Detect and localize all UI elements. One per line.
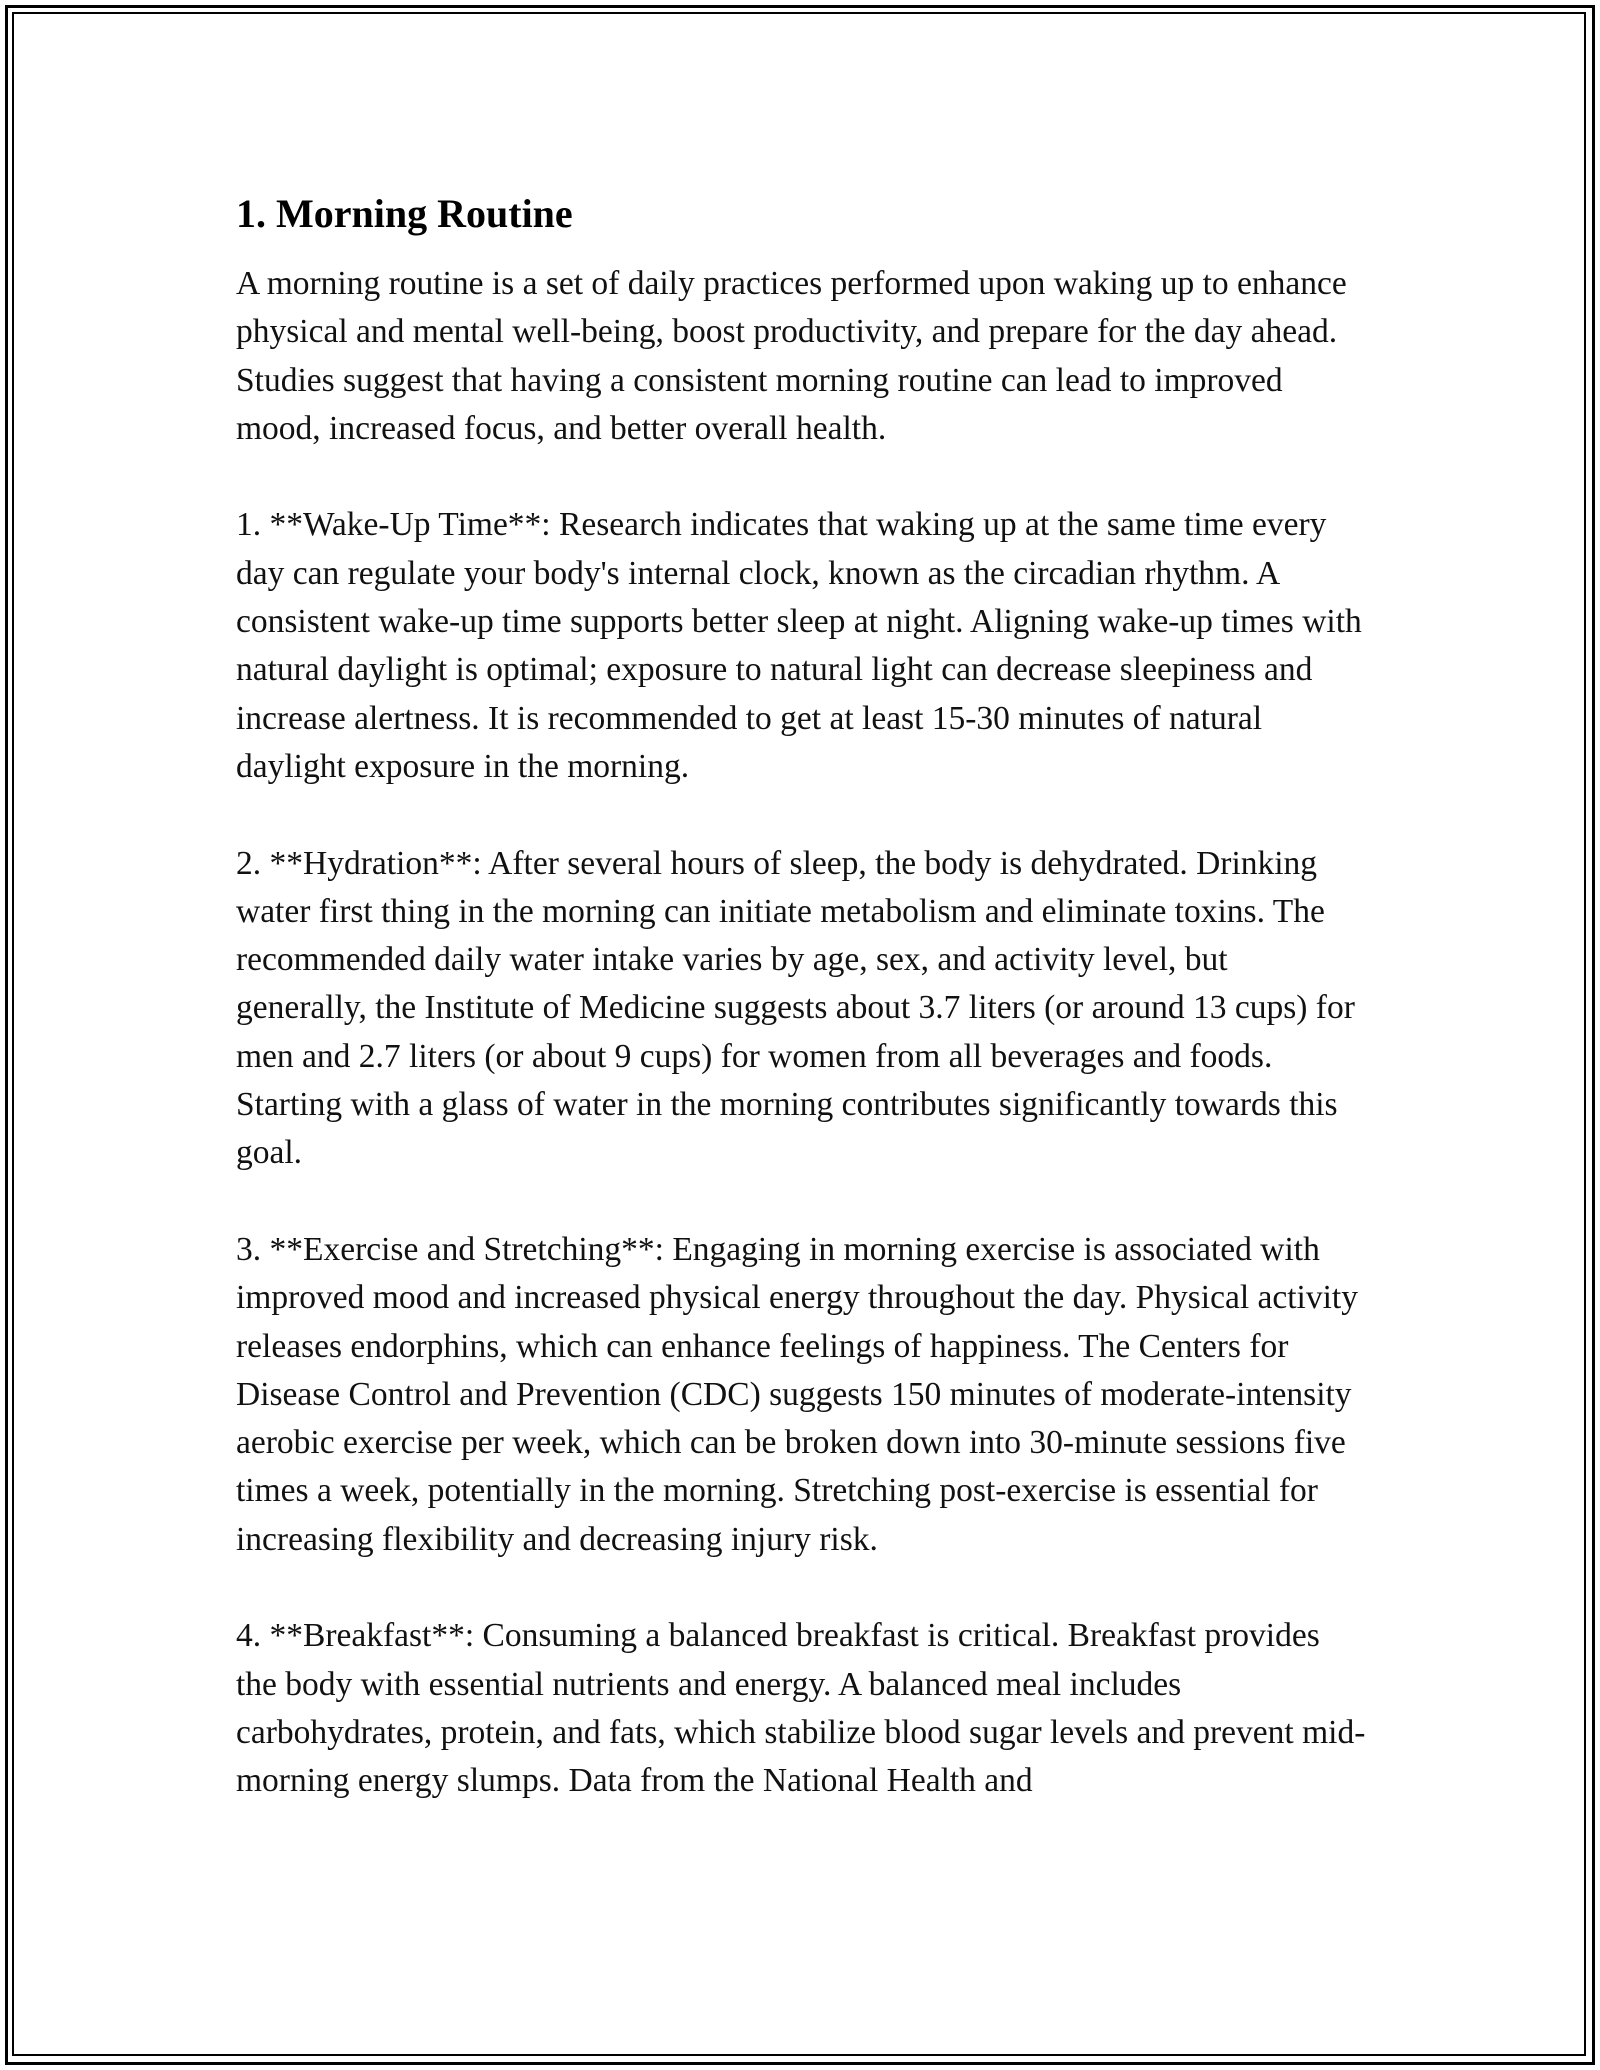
breakfast-paragraph: 4. **Breakfast**: Consuming a balanced breakfast is critical. Breakfast provides the body with essential nutrients and energy. A balanced meal includes carbohydrates, protein, and fats, which stabilize blood sugar levels and prevent mid-morning energy slumps. Data from the National Health and [236,1617,1366,1800]
section-heading: 1. Morning Routine [236,191,573,236]
exercise-stretching-paragraph: 3. **Exercise and Stretching**: Engaging in morning exercise is associated with improved mood and increased physical energy throughout the day. Physical activity releases endorphins, which can enhance feelings of happiness. The Centers for Disease Control and Prevention (CDC) suggests 150 minutes of moderate-intensity aerobic exercise per week, which can be broken down into 30-minute sessions five times a week, potentially in the morning. Stretching post-exercise is essential for increasing flexibility and decreasing injury risk. [236,1230,1358,1558]
wake-up-time-paragraph: 1. **Wake-Up Time**: Research indicates that waking up at the same time every day can regulate your body's internal clock, known as the circadian rhythm. A consistent wake-up time supports better sleep at night. Aligning wake-up times with natural daylight is optimal; exposure to natural light can decrease sleepiness and increase alertness. It is recommended to get at least 15-30 minutes of natural daylight exposure in the morning. [236,506,1362,785]
document-body [236,186,1366,1854]
hydration-paragraph: 2. **Hydration**: After several hours of sleep, the body is dehydrated. Drinking water first thing in the morning can initiate metabolism and eliminate toxins. The recommended daily water intake varies by age, sex, and activity level, but generally, the Institute of Medicine suggests about 3.7 liters (or around 13 cups) for men and 2.7 liters (or about 9 cups) for women from all beverages and foods. Starting with a glass of water in the morning contributes significantly towards this goal. [236,844,1355,1172]
intro-paragraph: A morning routine is a set of daily practices performed upon waking up to enhance physical and mental well-being, boost productivity, and prepare for the day ahead. Studies suggest that having a consistent morning routine can lead to improved mood, increased focus, and better overall health. [236,265,1347,447]
